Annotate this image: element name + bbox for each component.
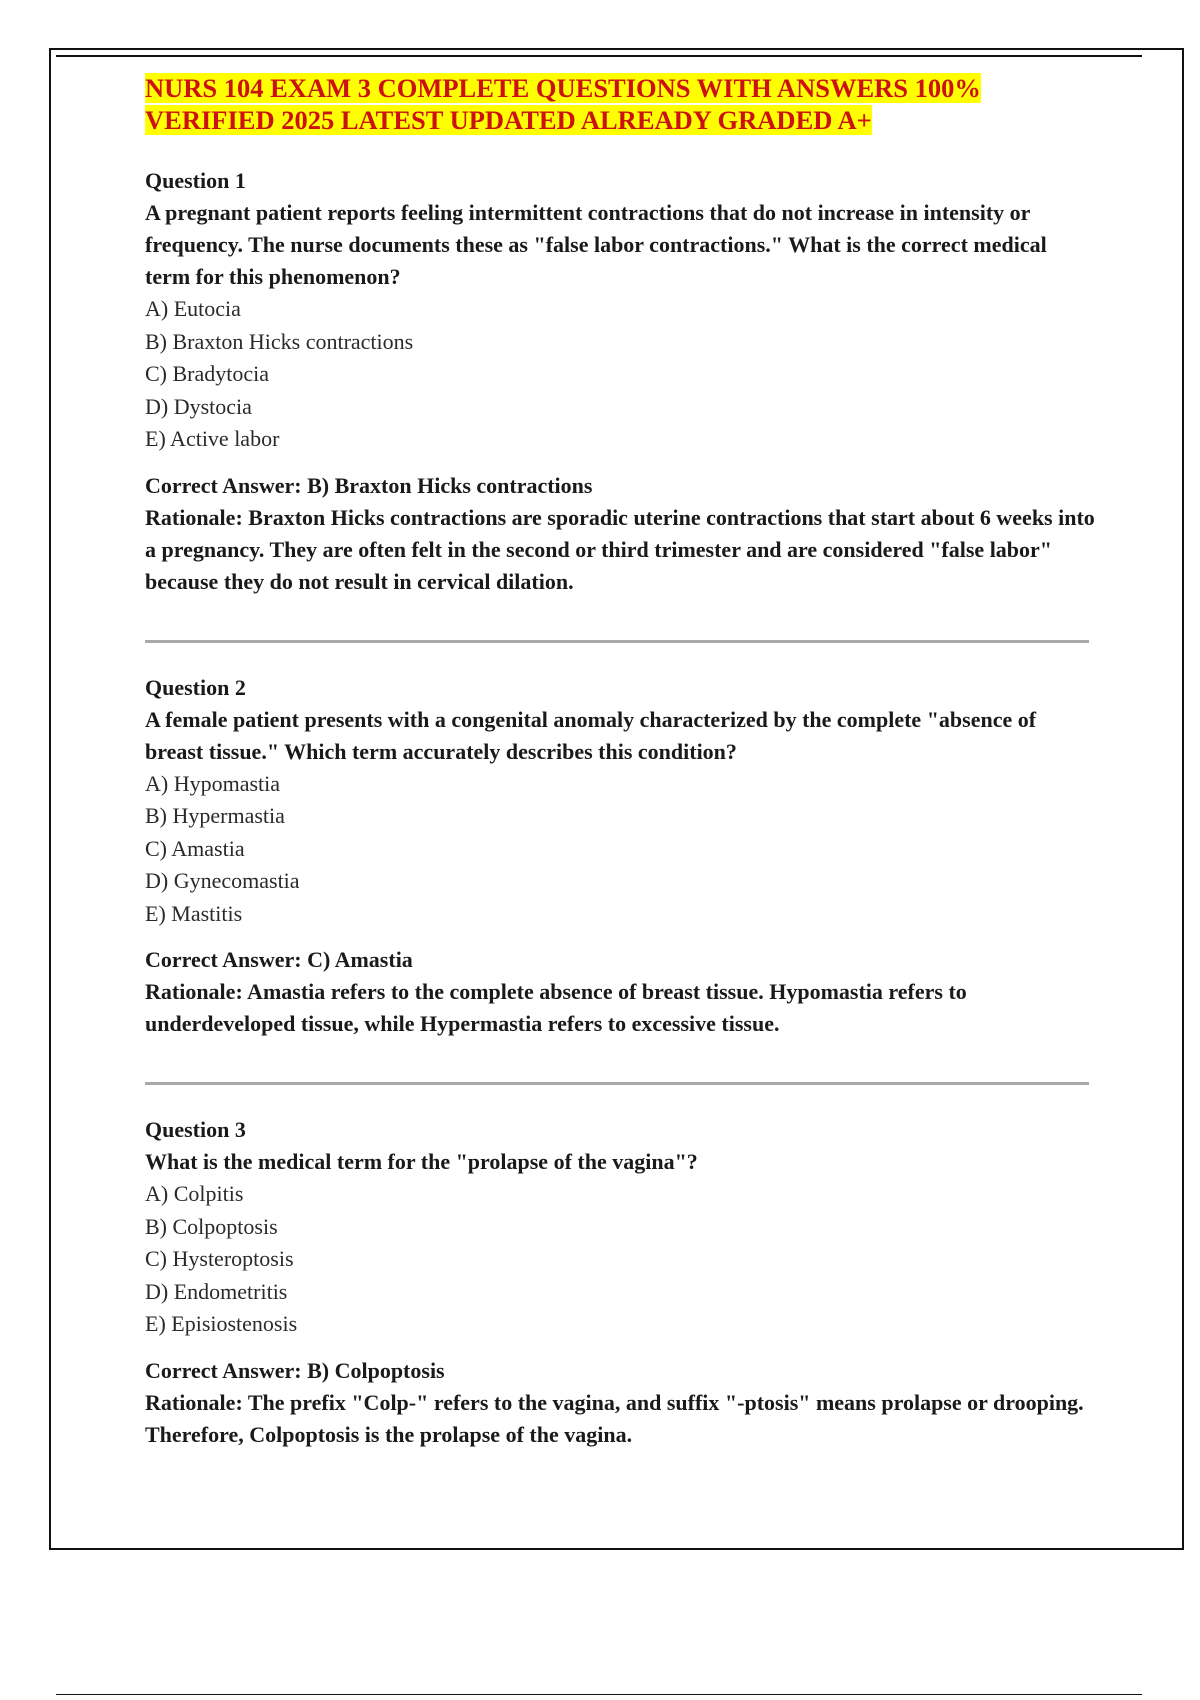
rationale: Rationale: The prefix "Colp-" refers to the vagina, and suffix "-ptosis" means prolapse or drooping. Therefore, Colpoptosis is the prolapse of the vagina. [145,1389,1084,1447]
document-title [145,72,1095,136]
option-b: B) Braxton Hicks contractions [145,328,414,354]
question-3 [145,1114,1095,1451]
correct-answer: Correct Answer: C) Amastia [145,947,413,972]
correct-answer: Correct Answer: B) Colpoptosis [145,1357,445,1383]
title-line-2: VERIFIED 2025 LATEST UPDATED ALREADY GRADED A+ [145,105,872,135]
option-c: C) Amastia [145,835,245,861]
option-list [145,768,1095,931]
question-text: A pregnant patient reports feeling intermittent contractions that do not increase in intensity or frequency. The nurse documents these as "false labor contractions." What is the correct medical term for this phenomenon? [145,200,1047,289]
document-content [145,72,1095,1451]
correct-answer: Correct Answer: B) Braxton Hicks contractions [145,472,593,498]
question-heading: Question 1 [145,168,246,193]
option-e: E) Mastitis [145,900,243,926]
bottom-rule [56,1694,1142,1695]
question-text: What is the medical term for the "prolapse of the vagina"? [145,1149,698,1174]
section-divider [145,640,1089,643]
option-d: D) Endometritis [145,1278,288,1304]
section-divider [145,1082,1089,1085]
rationale: Rationale: Braxton Hicks contractions are sporadic uterine contractions that start about 6 weeks into a pregnancy. They are often felt in the second or third trimester and are considered "false labor" because they do not result in cervical dilation. [145,504,1095,594]
option-c: C) Hysteroptosis [145,1246,294,1271]
question-heading: Question 2 [145,674,246,700]
question-1 [145,165,1095,598]
option-d: D) Gynecomastia [145,868,300,893]
option-e: E) Episiostenosis [145,1311,298,1336]
question-2 [145,672,1095,1041]
question-text: A female patient presents with a congenital anomaly characterized by the complete "absence of breast tissue." Which term accurately describes this condition? [145,706,1037,764]
option-b: B) Colpoptosis [145,1213,278,1239]
option-a: A) Colpitis [145,1181,244,1206]
question-heading: Question 3 [145,1117,246,1142]
option-a: A) Hypomastia [145,770,281,796]
option-list [145,1178,1095,1341]
option-b: B) Hypermastia [145,803,285,828]
option-e: E) Active labor [145,426,280,451]
option-d: D) Dystocia [145,393,252,419]
option-list [145,293,1095,456]
option-c: C) Bradytocia [145,361,270,386]
option-a: A) Eutocia [145,296,241,321]
rationale: Rationale: Amastia refers to the complete absence of breast tissue. Hypomastia refers to underdeveloped tissue, while Hypermastia refers to excessive tissue. [145,979,967,1036]
title-line-1: NURS 104 EXAM 3 COMPLETE QUESTIONS WITH ANSWERS 100% [145,73,981,103]
